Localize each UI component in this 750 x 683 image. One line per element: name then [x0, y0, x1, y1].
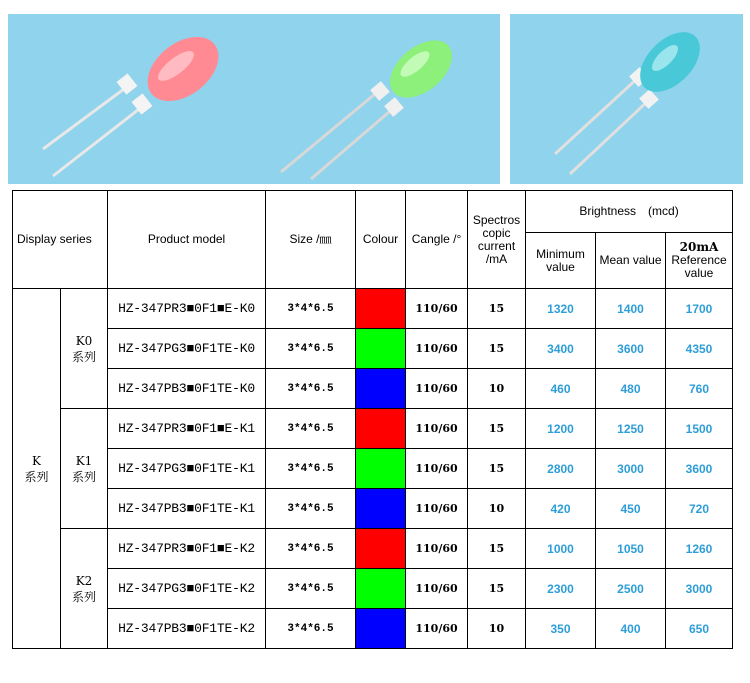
current-cell: 15 — [468, 569, 526, 609]
size-cell: 3*4*6.5 — [266, 329, 356, 369]
group-name: K2 — [75, 573, 93, 588]
group-suffix: 系列 — [72, 349, 97, 364]
colour-swatch-cell — [356, 529, 406, 569]
reference-label: Reference value — [671, 253, 727, 280]
product-model-cell: HZ-347PR3■0F1■E-K0 — [108, 289, 266, 329]
size-cell: 3*4*6.5 — [266, 609, 356, 649]
product-model-cell: HZ-347PR3■0F1■E-K2 — [108, 529, 266, 569]
size-cell: 3*4*6.5 — [266, 409, 356, 449]
colour-swatch-cell — [356, 329, 406, 369]
angle-cell: 110/60 — [406, 529, 468, 569]
reference-value-cell: 3000 — [666, 569, 733, 609]
green-led-photo — [251, 14, 500, 184]
colour-swatch — [356, 369, 405, 408]
mean-value-cell: 3600 — [596, 329, 666, 369]
colour-swatch — [356, 449, 405, 488]
product-model-cell: HZ-347PG3■0F1TE-K0 — [108, 329, 266, 369]
group-name: K1 — [75, 453, 93, 468]
colour-swatch-cell — [356, 369, 406, 409]
minimum-value-cell: 1200 — [526, 409, 596, 449]
size-cell: 3*4*6.5 — [266, 289, 356, 329]
current-cell: 15 — [468, 449, 526, 489]
table-row — [13, 289, 733, 329]
minimum-value-cell: 1320 — [526, 289, 596, 329]
minimum-value-cell: 350 — [526, 609, 596, 649]
reference-value-cell: 760 — [666, 369, 733, 409]
series-name: K — [32, 453, 41, 468]
colour-swatch — [356, 569, 405, 608]
product-model-cell: HZ-347PG3■0F1TE-K2 — [108, 569, 266, 609]
header-brightness: Brightness (mcd) — [526, 191, 733, 233]
current-cell: 15 — [468, 289, 526, 329]
current-cell: 10 — [468, 489, 526, 529]
product-model-cell: HZ-347PB3■0F1TE-K2 — [108, 609, 266, 649]
header-product-model: Product model — [108, 191, 266, 289]
product-model-cell: HZ-347PB3■0F1TE-K0 — [108, 369, 266, 409]
colour-swatch — [356, 609, 405, 648]
group-label — [61, 529, 108, 649]
product-model-cell: HZ-347PG3■0F1TE-K1 — [108, 449, 266, 489]
size-cell: 3*4*6.5 — [266, 449, 356, 489]
group-label — [61, 409, 108, 529]
minimum-value-cell: 2800 — [526, 449, 596, 489]
colour-swatch — [356, 529, 405, 568]
current-cell: 15 — [468, 409, 526, 449]
current-cell: 10 — [468, 609, 526, 649]
size-cell: 3*4*6.5 — [266, 529, 356, 569]
reference-value-cell: 720 — [666, 489, 733, 529]
reference-value-cell: 1260 — [666, 529, 733, 569]
size-cell: 3*4*6.5 — [266, 369, 356, 409]
current-cell: 15 — [468, 329, 526, 369]
blue-led-photo — [510, 14, 743, 184]
mean-value-cell: 2500 — [596, 569, 666, 609]
current-cell: 10 — [468, 369, 526, 409]
reference-value-cell: 1700 — [666, 289, 733, 329]
mean-value-cell: 1400 — [596, 289, 666, 329]
table-row — [13, 369, 733, 409]
angle-cell: 110/60 — [406, 569, 468, 609]
red-led-photo — [8, 14, 260, 184]
angle-cell: 110/60 — [406, 449, 468, 489]
angle-cell: 110/60 — [406, 289, 468, 329]
minimum-value-cell: 3400 — [526, 329, 596, 369]
mean-value-cell: 480 — [596, 369, 666, 409]
header-cangle: Cangle /° — [406, 191, 468, 289]
angle-cell: 110/60 — [406, 609, 468, 649]
header-display-series: Display series — [13, 191, 108, 289]
colour-swatch — [356, 289, 405, 328]
colour-swatch — [356, 409, 405, 448]
group-suffix: 系列 — [72, 469, 97, 484]
mean-value-cell: 400 — [596, 609, 666, 649]
led-spec-table — [12, 190, 733, 649]
table-row — [13, 569, 733, 609]
colour-swatch — [356, 489, 405, 528]
reference-current: 20mA — [679, 240, 719, 254]
header-reference-value — [666, 233, 733, 289]
table-row — [13, 329, 733, 369]
colour-swatch-cell — [356, 449, 406, 489]
product-model-cell: HZ-347PR3■0F1■E-K1 — [108, 409, 266, 449]
reference-value-cell: 4350 — [666, 329, 733, 369]
header-minimum-value: Minimum value — [526, 233, 596, 289]
group-name: K0 — [75, 333, 93, 348]
table-row — [13, 489, 733, 529]
colour-swatch-cell — [356, 489, 406, 529]
group-suffix: 系列 — [72, 589, 97, 604]
table-row — [13, 449, 733, 489]
reference-value-cell: 650 — [666, 609, 733, 649]
size-cell: 3*4*6.5 — [266, 569, 356, 609]
angle-cell: 110/60 — [406, 409, 468, 449]
angle-cell: 110/60 — [406, 369, 468, 409]
colour-swatch — [356, 329, 405, 368]
colour-swatch-cell — [356, 609, 406, 649]
mean-value-cell: 1250 — [596, 409, 666, 449]
mean-value-cell: 3000 — [596, 449, 666, 489]
header-colour: Colour — [356, 191, 406, 289]
colour-swatch-cell — [356, 569, 406, 609]
minimum-value-cell: 2300 — [526, 569, 596, 609]
mean-value-cell: 1050 — [596, 529, 666, 569]
header-spectroscopic-current: Spectros copic current /mA — [468, 191, 526, 289]
size-cell: 3*4*6.5 — [266, 489, 356, 529]
table-row — [13, 409, 733, 449]
reference-value-cell: 3600 — [666, 449, 733, 489]
colour-swatch-cell — [356, 409, 406, 449]
header-size: Size /㎜ — [266, 191, 356, 289]
series-label — [13, 289, 61, 649]
angle-cell: 110/60 — [406, 329, 468, 369]
header-mean-value: Mean value — [596, 233, 666, 289]
minimum-value-cell: 420 — [526, 489, 596, 529]
product-model-cell: HZ-347PB3■0F1TE-K1 — [108, 489, 266, 529]
series-suffix: 系列 — [24, 469, 49, 484]
angle-cell: 110/60 — [406, 489, 468, 529]
mean-value-cell: 450 — [596, 489, 666, 529]
minimum-value-cell: 460 — [526, 369, 596, 409]
minimum-value-cell: 1000 — [526, 529, 596, 569]
reference-value-cell: 1500 — [666, 409, 733, 449]
group-label — [61, 289, 108, 409]
current-cell: 15 — [468, 529, 526, 569]
colour-swatch-cell — [356, 289, 406, 329]
table-row — [13, 529, 733, 569]
table-row — [13, 609, 733, 649]
